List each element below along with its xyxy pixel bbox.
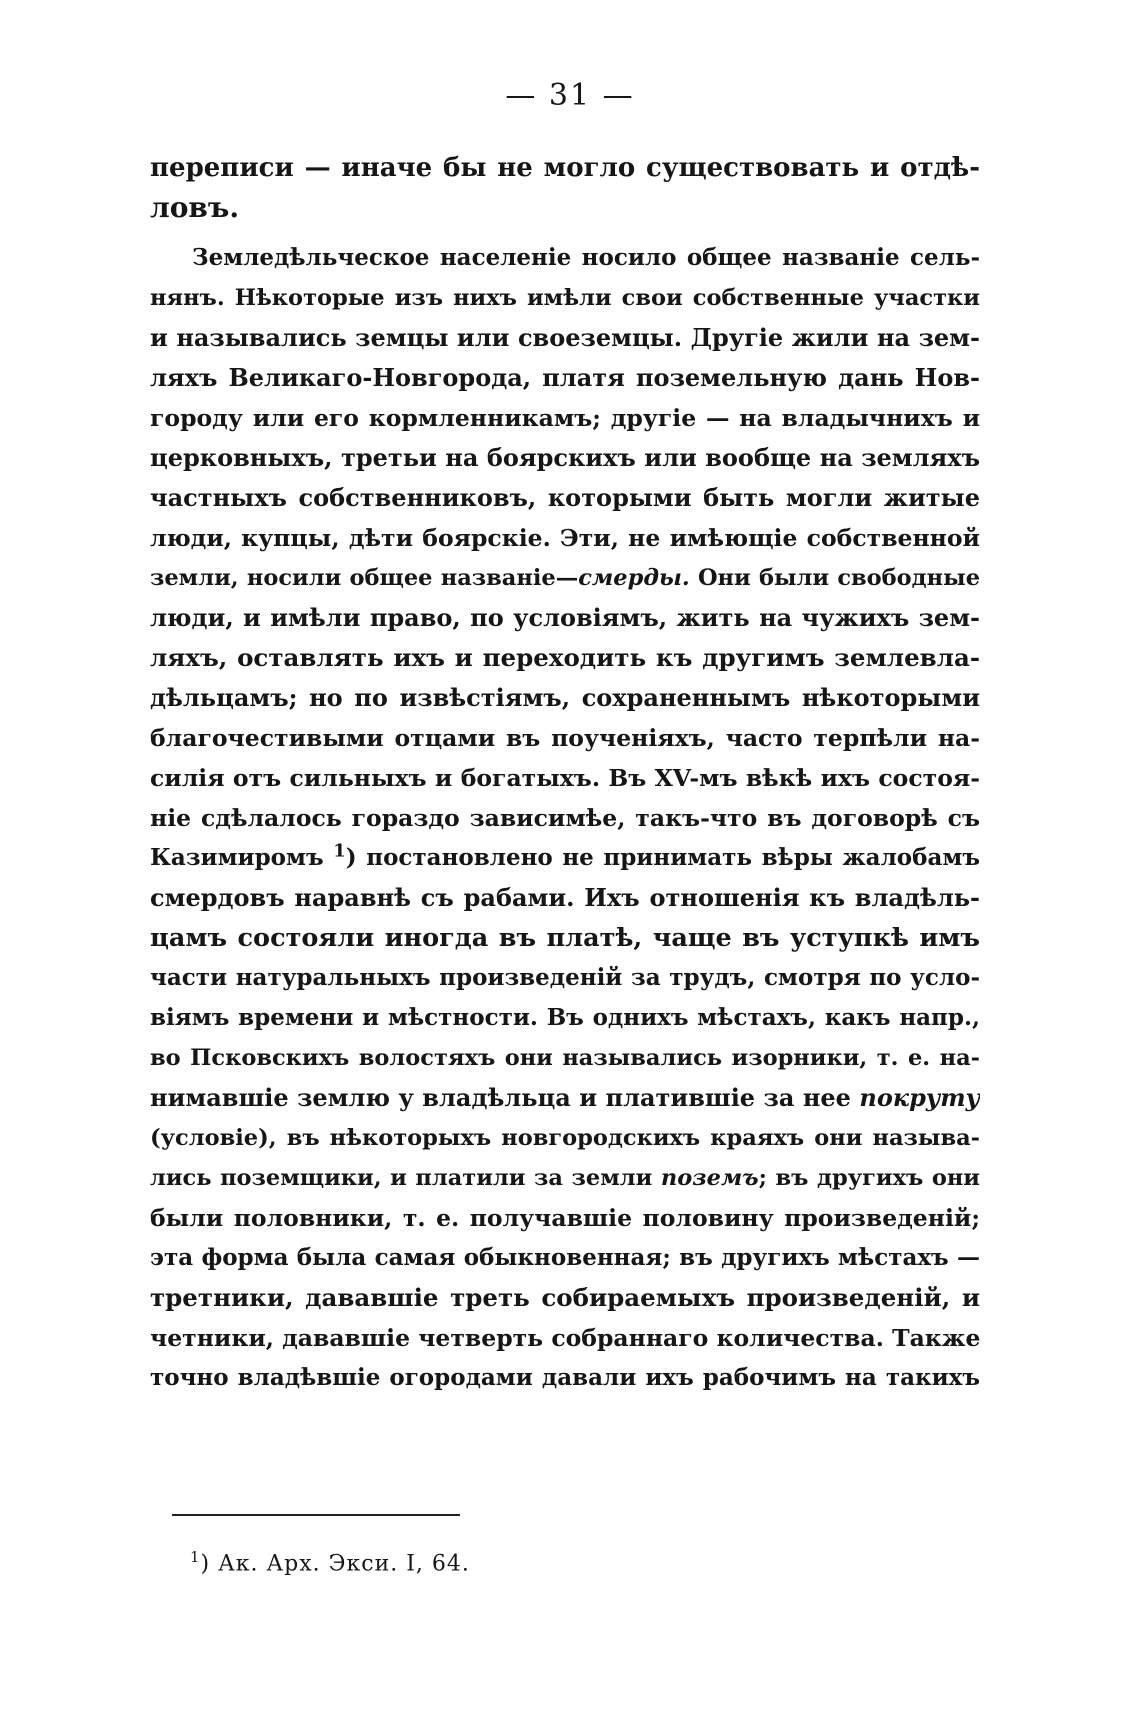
text-segment: нимавшіе землю у владѣльца и платившіе за нее [150, 1083, 860, 1112]
text-segment: ) постановлено не принимать вѣры жалобамъ [345, 844, 980, 871]
text-line: дѣльцамъ; но по извѣстіямъ, сохраненнымъ нѣкоторыми [150, 683, 980, 712]
text-line: точно владѣвшіе огородами давали ихъ рабочимъ на такихъ [150, 1364, 980, 1391]
text-line: віямъ времени и мѣстности. Въ однихъ мѣстахъ, какъ напр., [150, 1004, 980, 1031]
text-line: третники, дававшіе треть собираемыхъ произведеній, и [150, 1283, 980, 1312]
text-line: нянъ. Нѣкоторые изъ нихъ имѣли свои собственные участки [150, 285, 980, 311]
text-line: ловъ. [150, 191, 240, 224]
footnote-divider [172, 1514, 460, 1516]
text-segment: ; въ другихъ они [758, 1165, 980, 1191]
text-line: ніе сдѣлалось гораздо зависимѣе, такъ-что въ договорѣ съ [150, 804, 980, 832]
footnote [190, 1548, 470, 1576]
text-line: части натуральныхъ произведеній за трудъ, смотря по усло- [150, 964, 980, 991]
text-line: цамъ состояли иногда въ платѣ, чаще въ уступкѣ имъ [150, 923, 980, 953]
page-number: — 31 — [505, 78, 635, 113]
text-line: были половники, т. е. получавшіе половину произведеній; [150, 1204, 980, 1232]
text-line: Земледѣльческое населеніе носило общее названіе сель- [192, 244, 980, 271]
footnote-marker: 1 [190, 1548, 201, 1566]
text-line: благочестивыми отцами въ поученіяхъ, часто терпѣли на- [150, 724, 980, 752]
text-line: переписи — иначе бы не могло существовать и отдѣ- [150, 153, 980, 183]
text-line: четники, дававшіе четверть собраннаго количества. Также [150, 1324, 980, 1352]
text-segment: Казимиромъ [150, 844, 334, 871]
italic-term-pozem: поземъ [660, 1165, 759, 1191]
text-line: ляхъ, оставлять ихъ и переходить къ другимъ землевла- [150, 643, 980, 672]
text-line [150, 838, 980, 878]
text-line: частныхъ собственниковъ, которыми быть могли житые [150, 483, 980, 512]
footnote-text: ) Ак. Арх. Экси. I, 64. [200, 1551, 470, 1577]
text-line [150, 1158, 980, 1198]
text-line [150, 1078, 980, 1118]
body-text [150, 148, 980, 1398]
text-line: церковныхъ, третьи на боярскихъ или вообще на земляхъ [150, 443, 980, 472]
text-line: силія отъ сильныхъ и богатыхъ. Въ XV-мъ вѣкѣ ихъ состоя- [150, 764, 980, 792]
text-segment: земли, носили общее названіе— [150, 565, 579, 591]
footnote-reference: 1 [333, 840, 346, 862]
text-line: во Псковскихъ волостяхъ они назывались изорники, т. е. на- [150, 1045, 980, 1071]
italic-term-smerdy: смерды. [578, 565, 690, 591]
text-line: эта форма была самая обыкновенная; въ другихъ мѣстахъ — [150, 1244, 980, 1271]
text-line: (условіе), въ нѣкоторыхъ новгородскихъ краяхъ они называ- [150, 1125, 980, 1151]
italic-term-pokrutu: покруту [859, 1083, 980, 1112]
text-line: люди, купцы, дѣти боярскіе. Эти, не имѣющіе собственной [150, 524, 980, 552]
text-segment: лись поземщики, и платили за земли [150, 1165, 661, 1191]
text-line: ляхъ Великаго-Новгорода, платя поземельную дань Нов- [150, 363, 980, 392]
text-line: городу или его кормленникамъ; другіе — на владычнихъ и [150, 404, 980, 432]
text-line: и назывались земцы или своеземцы. Другіе жили на зем- [150, 323, 980, 352]
text-line: люди, и имѣли право, по условіямъ, жить на чужихъ зем- [150, 603, 980, 632]
text-segment: Они были свободные [689, 565, 980, 591]
text-line: смердовъ наравнѣ съ рабами. Ихъ отношенія къ владѣль- [150, 883, 980, 912]
text-line [150, 558, 980, 598]
